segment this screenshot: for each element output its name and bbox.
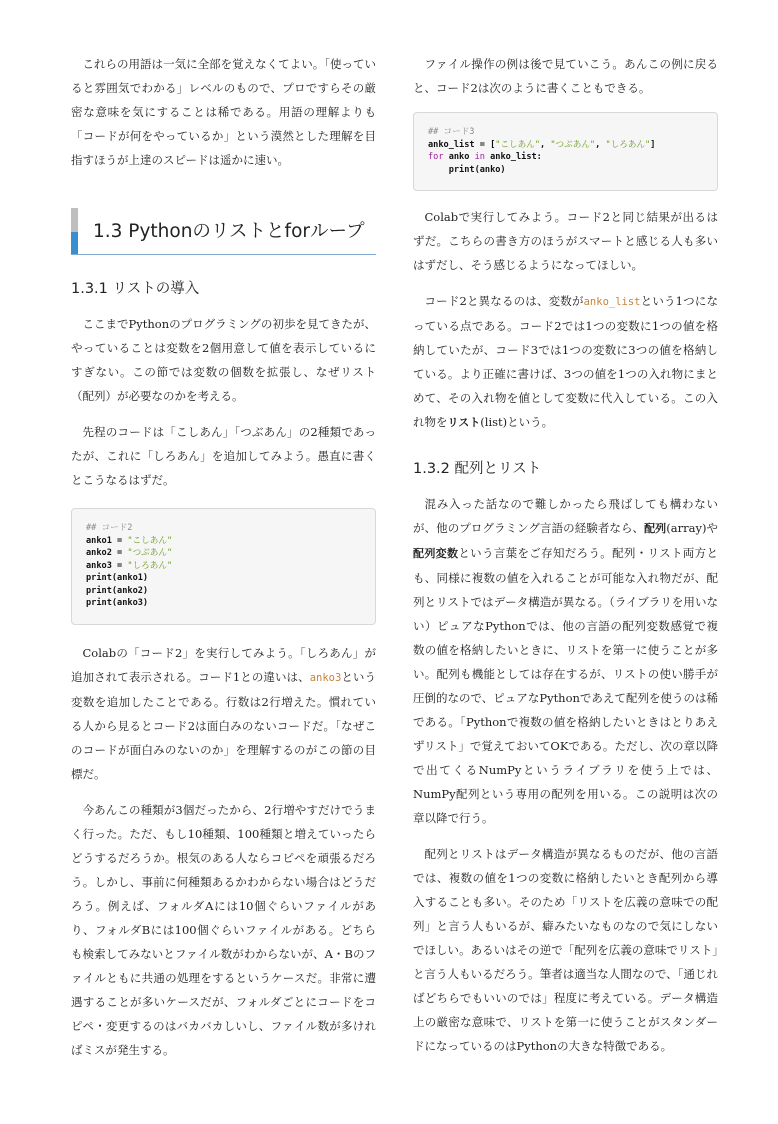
paragraph: ここまでPythonのプログラミングの初歩を見てきたが、やっていることは変数を2個用意して値を表示しているにすぎない。この節では変数の個数を拡張し、なぜリスト（配列）が必要なのかを考える。 — [71, 317, 376, 403]
code-keyword: in — [474, 152, 485, 162]
subsection-title: 1.3.1 リストの導入 — [71, 281, 200, 297]
code-text: , — [540, 139, 551, 150]
text: Colabの「コード2」を実行してみよう。「しろあん」が追加されて表示される。コード1との違いは、 — [71, 645, 376, 684]
code-string: "しろあん" — [605, 139, 651, 150]
bold-term: 配列変数 — [413, 547, 459, 560]
bold-term: リスト — [447, 416, 481, 429]
code-text: anko_list: — [484, 152, 542, 162]
paragraph — [71, 641, 376, 786]
text: 混み入った話なので難しかったら飛ばしても構わないが、他のプログラミング言語の経験者なら、 — [413, 497, 718, 535]
paragraph — [413, 289, 718, 435]
code-block-3 — [413, 112, 718, 191]
section-title: 1.3 Pythonのリストとforループ — [93, 221, 365, 242]
code-text: anko_list = [ — [428, 139, 496, 150]
right-column — [413, 52, 718, 1058]
code-text: print(anko) — [428, 164, 506, 175]
text: という言葉をご存知だろう。配列・リスト両方とも、同様に複数の値を入れることが可能な入れ物だが、配列とリストではデータ構造が異なる。（ライブラリを用いない）ピュアなPythonでは、他の言語の配列変数感覚で複数の値を格納したいときに、リストを第一に使うことが多い。配列も機能としては存在するが、リストの使い勝手が圧倒的なので、ピュアなPythonであえて配列を使うのは稀である。「Pythonで複数の値を格納したいときはとりあえずリスト」で覚えておいてOKである。ただし、次の章以降で出てくるNumPyというライブラリを使う上では、NumPy配列という専用の配列を用いる。この説明は次の章以降で行う。 — [413, 546, 718, 825]
subsection-title: 1.3.2 配列とリスト — [413, 461, 542, 477]
code-text: , — [595, 139, 606, 150]
code-string: "つぶあん" — [127, 548, 173, 558]
code-string: "こしあん" — [495, 139, 540, 150]
inline-code: anko3 — [309, 671, 342, 684]
code-string: "つぶあん" — [550, 139, 596, 150]
code-text: print(anko1) — [86, 573, 149, 583]
code-text: anko2 = — [86, 548, 128, 558]
heading-accent-bar — [71, 232, 78, 254]
paragraph: Colabで実行してみよう。コード2と同じ結果が出るはずだ。こちらの書き方のほうがスマートと感じる人も多いはずだし、そう感じるようになってほしい。 — [413, 210, 718, 272]
text: という1つになっている点である。コード2では1つの変数に1つの値を格納していたが、コード3では1つの変数に3つの値を格納している。より正確に書けば、3つの値を1つの入れ物にまとめて、その入れ物を値として変数に代入している。この入れ物を — [413, 294, 718, 429]
inline-code: anko_list — [583, 296, 641, 308]
text: コード2と異なるのは、変数が — [424, 294, 584, 308]
paragraph — [413, 492, 718, 830]
code-comment: ## コード3 — [428, 127, 475, 137]
code-text: print(anko2) — [86, 585, 149, 596]
code-string: "しろあん" — [127, 560, 173, 571]
text: (array)や — [666, 521, 718, 535]
section-heading — [71, 208, 376, 255]
paragraph: 配列とリストはデータ構造が異なるものだが、他の言語では、複数の値を1つの変数に格納したいとき配列から導入することも多い。そのため「リストを広義の意味での配列」と言う人もいるが、癖みたいなものなので気にしないでほしい。あるいはその逆で「配列を広義の意味でリスト」と言う人もいるだろう。筆者は適当な人間なので、「通じればどちらでもいいのでは」程度に考えている。データ構造上の厳密な意味で、リストを第一に使うことがスタンダードになっているのはPythonの大きな特徴である。 — [413, 847, 718, 1053]
code-text: anko3 = — [86, 560, 128, 571]
bold-term: 配列 — [644, 522, 667, 535]
paragraph: 今あんこの種類が3個だったから、2行増やすだけでうまく行った。ただ、もし10種類、100種類と増えていったらどうするだろうか。根気のある人ならコピペを頑張るだろう。しかし、事前に何種類あるかわからない場合はどうだろう。例えば、フォルダAには10個ぐらいファイルがあり、フォルダBには100個ぐらいファイルがある。どちらも検索してみないとファイル数がわからないが、A・Bのファイルともに共通の処理をするというケースだ。非常に遭遇することが多いケースだが、フォルダごとにコードをコピペ・変更するのはバカバカしいし、ファイル数が多ければミスが発生する。 — [71, 802, 376, 1057]
left-column — [71, 52, 376, 1062]
code-keyword: for — [428, 152, 444, 162]
paragraph: 先程のコードは「こしあん」「つぶあん」の2種類であったが、これに「しろあん」を追加してみよう。愚直に書くとこうなるはずだ。 — [71, 425, 376, 487]
code-text: ] — [650, 139, 656, 150]
code-block-2 — [71, 508, 376, 625]
code-comment: ## コード2 — [86, 523, 133, 533]
code-text: anko — [443, 152, 475, 162]
paragraph: これらの用語は一気に全部を覚えなくてよい。「使っていると雰囲気でわかる」レベルのもので、プロですらその厳密な意味を気にすることは稀である。用語の理解よりも「コードが何をやっているか」という漠然とした理解を目指すほうが上達のスピードは遥かに速い。 — [71, 57, 376, 167]
text: (list)という。 — [480, 415, 554, 429]
code-text: anko1 = — [86, 535, 128, 546]
code-text: print(anko3) — [86, 598, 149, 608]
code-string: "こしあん" — [127, 535, 173, 546]
paragraph: ファイル操作の例は後で見ていこう。あんこの例に戻ると、コード2は次のように書くこともできる。 — [413, 57, 718, 95]
text: という変数を追加したことである。行数は2行増えた。慣れている人から見るとコード2は面白みのないコードだ。「なぜこのコードが面白みのないのか」を理解するのがこの節の目標だ。 — [71, 669, 376, 781]
